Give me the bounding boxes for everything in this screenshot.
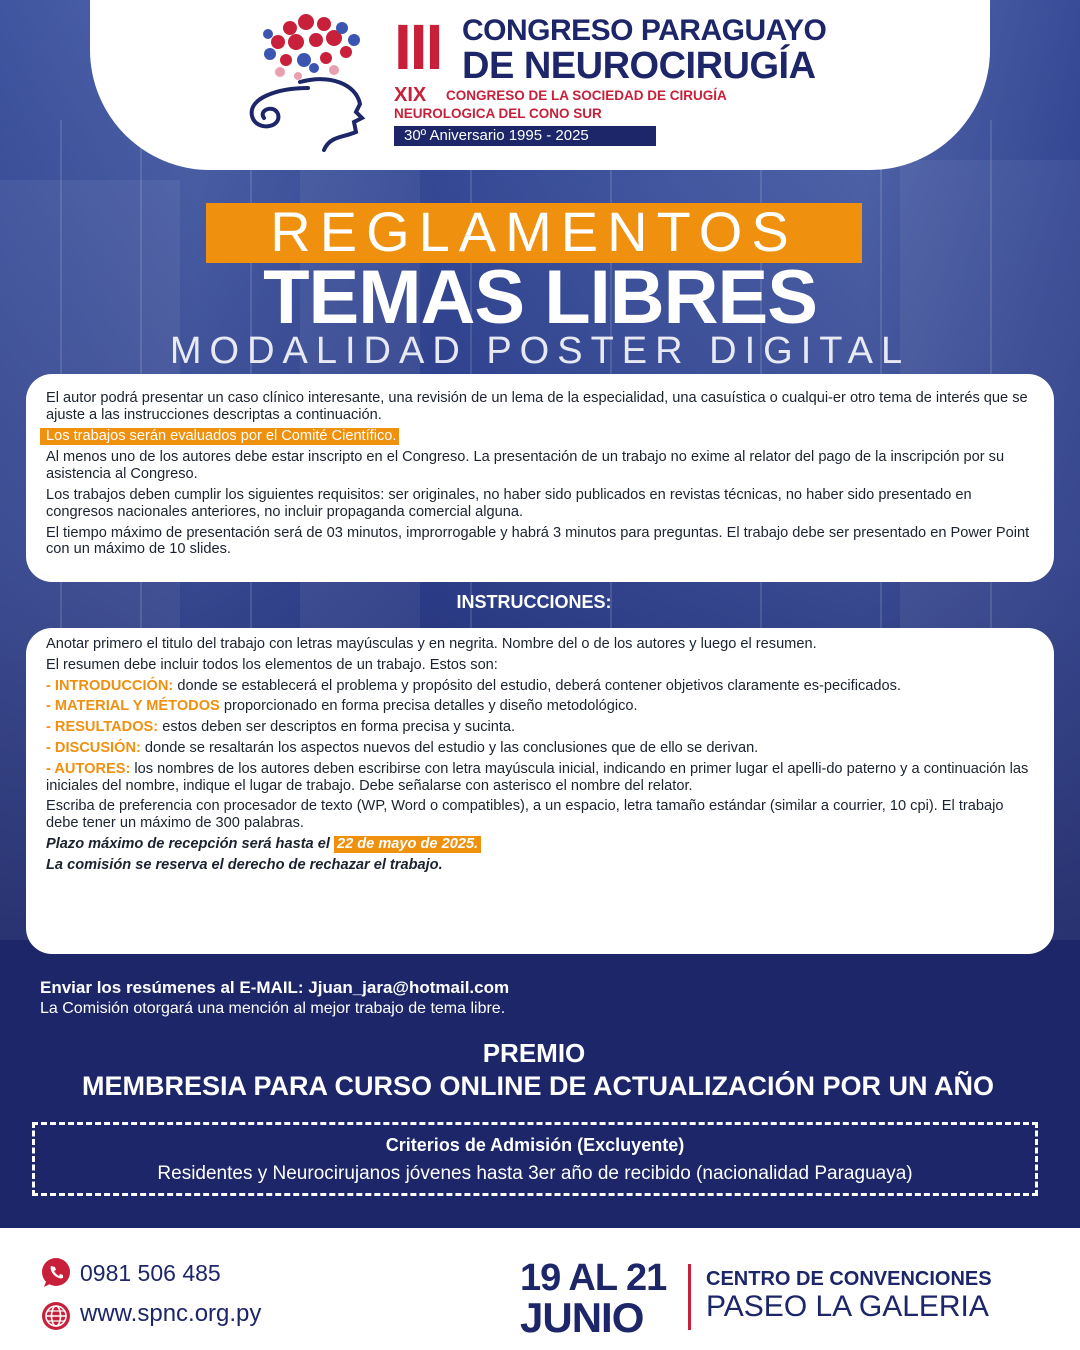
highlight-evaluation: Los trabajos serán evaluados por el Comité Científico. <box>40 428 399 446</box>
venue-line1: CENTRO DE CONVENCIONES <box>706 1268 992 1290</box>
subtitle-line2: NEUROLOGICA DEL CONO SUR <box>394 106 602 121</box>
congress-title-line2: DE NEUROCIRUGÍA <box>462 45 816 87</box>
deadline-prefix: Plazo máximo de recepción será hasta el <box>46 835 334 852</box>
item-text: proporcionado en forma precisa detalles y diseño metodológico. <box>219 698 638 715</box>
email-line: Enviar los resúmenes al E-MAIL: Jjuan_jara@hotmail.com <box>40 978 510 997</box>
instructions-paragraph-3: Escriba de preferencia con procesador de texto (WP, Word o compatibles), a un espacio, letra tamaño estándar (similar a courrier, 10 cpi). El trabajo debe tener un máximo de 300 palabras. <box>46 798 1004 832</box>
instructions-heading: INSTRUCCIONES: <box>456 592 612 612</box>
mention-line: La Comisión otorgará una mención al mejor trabajo de tema libre. <box>40 1000 506 1017</box>
brain-head-logo <box>238 8 388 158</box>
whatsapp-icon <box>40 1257 72 1289</box>
instructions-panel <box>26 628 1054 954</box>
item-label: - AUTORES: <box>46 760 131 777</box>
instruction-item <box>46 719 1034 736</box>
item-label: - INTRODUCCIÓN: <box>46 677 174 694</box>
roman-numeral: III <box>394 11 442 83</box>
event-month: JUNIO <box>520 1294 644 1341</box>
phone-number[interactable]: 0981 506 485 <box>80 1260 221 1286</box>
instructions-paragraph-1: Anotar primero el titulo del trabajo con letras mayúsculas y en negrita. Nombre del o de los autores y luego el resumen. <box>46 636 817 652</box>
globe-icon <box>40 1300 72 1332</box>
deadline-line <box>46 836 1034 853</box>
item-text: donde se resaltarán los aspectos nuevos del estudio y las conclusiones que de ello se derivan. <box>140 739 759 756</box>
anniversary-badge: 30º Aniversario 1995 - 2025 <box>394 126 656 146</box>
temas-libres-title: TEMAS LIBRES <box>263 255 817 340</box>
event-dates: 19 AL 21 <box>520 1257 667 1299</box>
footer-divider <box>688 1264 691 1330</box>
instruction-item <box>46 698 1034 715</box>
rules-paragraph-2 <box>46 428 1034 446</box>
modalidad-subtitle: MODALIDAD POSTER DIGITAL <box>169 330 911 372</box>
prize-description: MEMBRESIA PARA CURSO ONLINE DE ACTUALIZACIÓN POR UN AÑO <box>81 1071 994 1101</box>
criteria-box <box>32 1122 1038 1196</box>
deadline-date: 22 de mayo de 2025. <box>334 836 481 853</box>
criteria-text: Residentes y Neurocirujanos jóvenes hasta 3er año de recibido (nacionalidad Paraguaya) <box>157 1163 913 1184</box>
item-label: - DISCUSIÓN: <box>46 739 141 756</box>
rules-paragraph-3: Al menos uno de los autores debe estar inscripto en el Congreso. La presentación de un trabajo no exime al relator del pago de la inscripción por su asistencia al Congreso. <box>46 449 1005 483</box>
item-text: donde se establecerá el problema y propósito del estudio, deberá contener objetivos claramente es-pecificados. <box>173 677 901 694</box>
item-text: estos deben ser descriptos en forma precisa y sucinta. <box>158 719 516 736</box>
instructions-paragraph-2: El resumen debe incluir todos los elementos de un trabajo. Estos son: <box>46 656 498 673</box>
criteria-title: Criterios de Admisión (Excluyente) <box>385 1135 685 1155</box>
subtitle-line1: CONGRESO DE LA SOCIEDAD DE CIRUGÍA <box>446 88 727 103</box>
edition-numeral: XIX <box>394 84 427 106</box>
prize-heading: PREMIO <box>482 1038 586 1068</box>
item-label: - MATERIAL Y MÉTODOS <box>46 698 220 715</box>
footer <box>0 1228 1080 1350</box>
item-label: - RESULTADOS: <box>46 719 159 736</box>
congress-title-line1: CONGRESO PARAGUAYO <box>462 14 827 47</box>
rules-paragraph-5: El tiempo máximo de presentación será de 03 minutos, improrrogable y habrá 3 minutos para preguntas. El trabajo debe ser presentado en Power Point con un máximo de 10 slides. <box>46 524 1030 558</box>
instruction-item <box>46 678 1034 695</box>
rules-paragraph-4: Los trabajos deben cumplir los siguientes requisitos: ser originales, no haber sido publicados en revistas técnicas, no haber sido presentado en congresos nacionales anteriores, no incluir propaganda comercial alguna. <box>46 486 972 520</box>
reserve-line: La comisión se reserva el derecho de rechazar el trabajo. <box>46 856 443 873</box>
rules-panel <box>26 374 1054 582</box>
instruction-item <box>46 761 1034 795</box>
item-text: los nombres de los autores deben escribirse con letra mayúscula inicial, indicando en primer lugar el apelli-do paterno y a continuación las iniciales del nombre, indique el lugar de trabajo. Debe señalarse con asterisco el nombre del relator. <box>46 760 1029 794</box>
reglamentos-title: REGLAMENTOS <box>270 200 798 263</box>
rules-paragraph-1: El autor podrá presentar un caso clínico interesante, una revisión de un lema de la especialidad, una casuística o cualqui-er otro tema de interés que se ajuste a las instrucciones descriptas a continuación. <box>46 390 1028 423</box>
website-link[interactable]: www.spnc.org.py <box>80 1300 262 1327</box>
instruction-item <box>46 740 1034 757</box>
venue-line2: PASEO LA GALERIA <box>706 1290 989 1323</box>
